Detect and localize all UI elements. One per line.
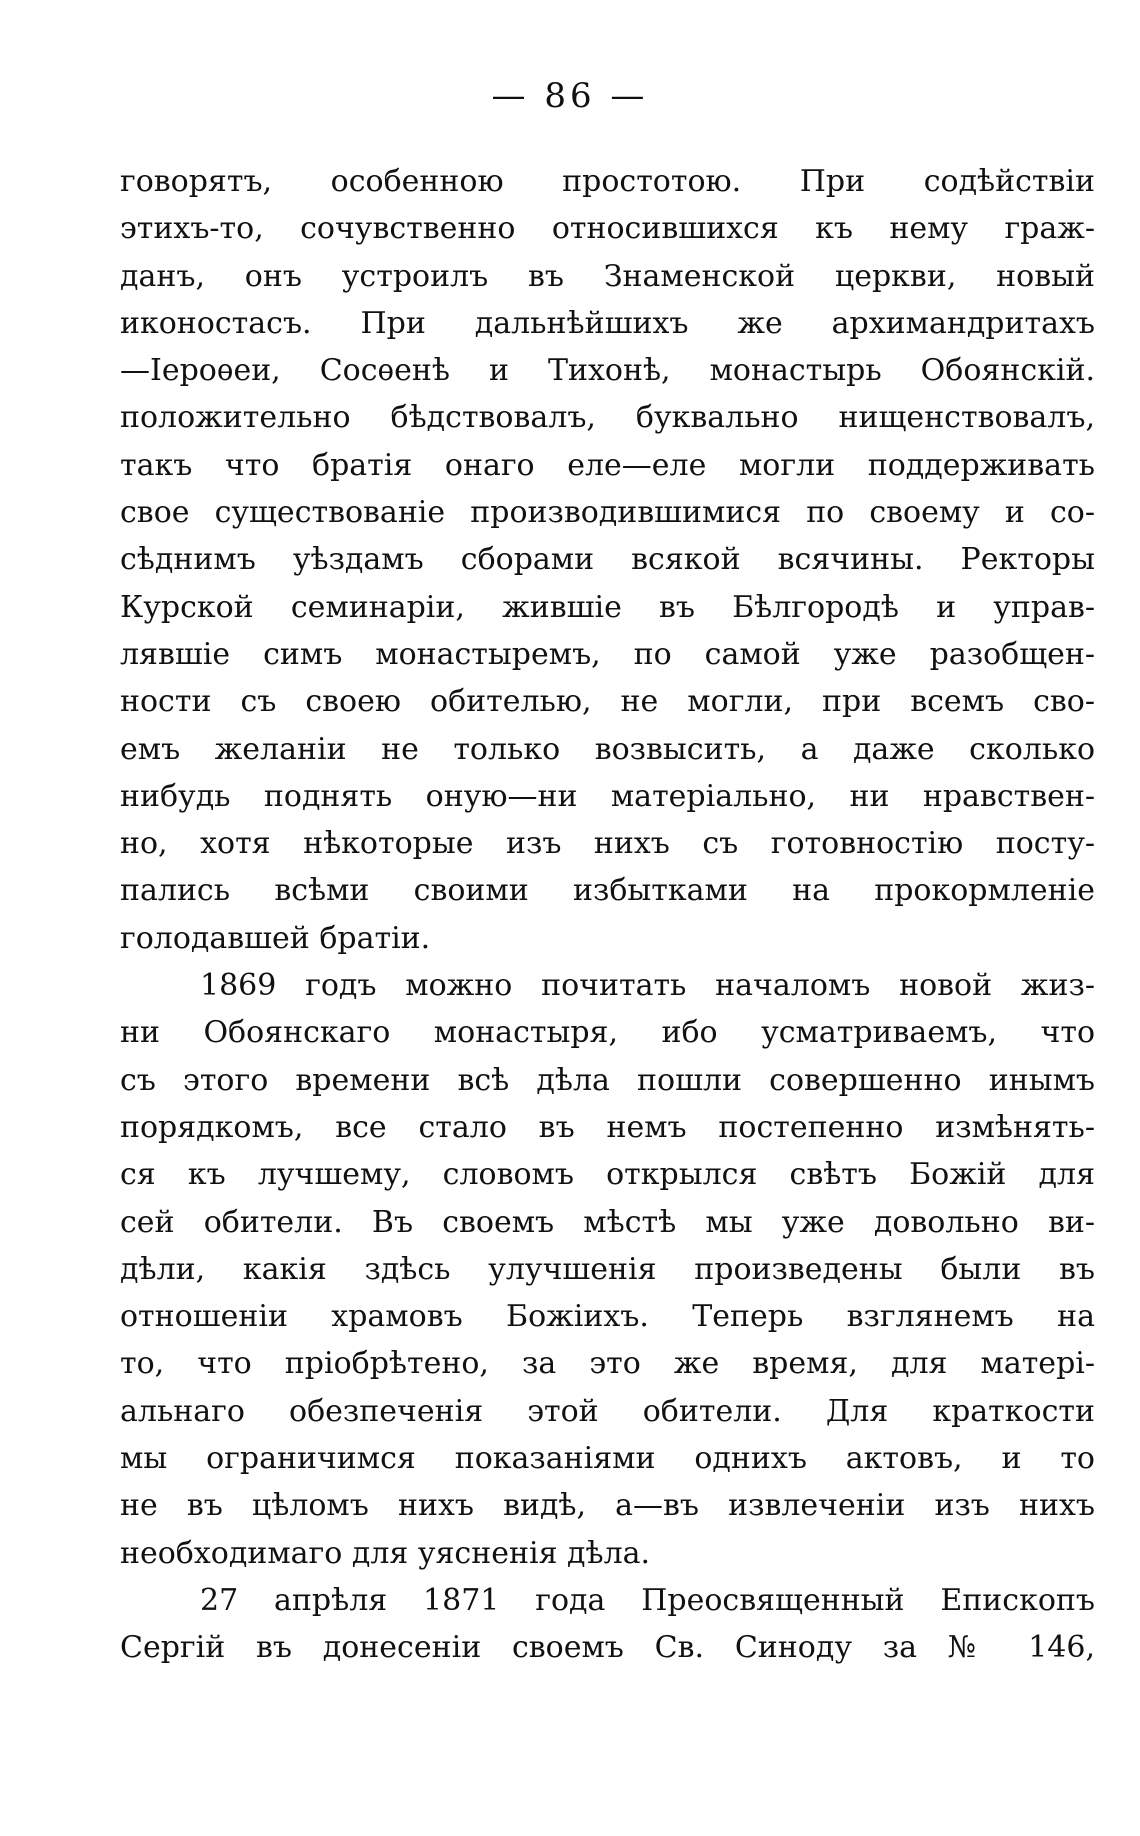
text-line: альнаго обезпеченія этой обители. Для краткости <box>120 1393 1095 1429</box>
text-line: лявшіе симъ монастыремъ, по самой уже разобщен- <box>120 636 1095 672</box>
text-line: нибудь поднять оную—ни матеріально, ни нравствен- <box>120 778 1095 814</box>
text-line: Курской семинаріи, жившіе въ Бѣлгородѣ и управ- <box>120 589 1095 625</box>
text-line: необходимаго для уясненія дѣла. <box>120 1535 651 1571</box>
text-line: такъ что братія онаго еле—еле могли поддерживать <box>120 447 1095 483</box>
text-line: емъ желаніи не только возвысить, а даже сколько <box>120 731 1095 767</box>
text-line: то, что пріобрѣтено, за это же время, для матері- <box>120 1346 1095 1382</box>
text-line: порядкомъ, все стало въ немъ постепенно измѣнять- <box>120 1109 1095 1145</box>
text-line: этихъ-то, сочувственно относившихся къ нему граж- <box>120 211 1095 247</box>
text-line: 1869 годъ можно почитать началомъ новой жиз- <box>200 968 1095 1004</box>
text-line: ся къ лучшему, словомъ открылся свѣтъ Божій для <box>120 1157 1095 1193</box>
text-line: ности съ своею обителью, не могли, при всемъ сво- <box>120 684 1095 720</box>
text-line: говорятъ, особенною простотою. При содѣйствіи <box>120 164 1095 199</box>
text-line: но, хотя нѣкоторые изъ нихъ съ готовностію посту- <box>120 826 1095 862</box>
text-line: свое существованіе производившимися по своему и со- <box>120 495 1095 531</box>
text-line: отношеніи храмовъ Божіихъ. Теперь взглянемъ на <box>120 1299 1095 1335</box>
text-line: данъ, онъ устроилъ въ Знаменской церкви, новый <box>120 258 1095 294</box>
text-line: сѣднимъ уѣздамъ сборами всякой всячины. Ректоры <box>120 542 1095 578</box>
page-number: — 86 — <box>491 76 649 116</box>
text-line: положительно бѣдствовалъ, буквально нищенствовалъ, <box>120 400 1095 436</box>
text-line: ни Обоянскаго монастыря, ибо усматриваемъ, что <box>120 1015 1095 1051</box>
text-line: не въ цѣломъ нихъ видѣ, а—въ извлеченіи изъ нихъ <box>120 1488 1095 1524</box>
text-line: сей обители. Въ своемъ мѣстѣ мы уже довольно ви- <box>120 1204 1095 1240</box>
text-line: —Іероѳеи, Сосѳенѣ и Тихонѣ, монастырь Обоянскій. <box>120 353 1095 389</box>
text-line: дѣли, какія здѣсь улучшенія произведены были въ <box>120 1251 1095 1287</box>
text-line: голодавшей братіи. <box>120 920 431 956</box>
text-line: мы ограничимся показаніями однихъ актовъ, и то <box>120 1441 1095 1477</box>
text-line: иконостасъ. При дальнѣйшихъ же архимандритахъ <box>120 305 1095 341</box>
text-line: пались всѣми своими избытками на прокормленіе <box>120 873 1095 909</box>
text-line: 27 апрѣля 1871 года Преосвященный Епископъ <box>200 1582 1095 1618</box>
body-text <box>120 158 1095 1672</box>
text-line: съ этого времени всѣ дѣла пошли совершенно инымъ <box>120 1062 1095 1098</box>
text-line: Сергій въ донесеніи своемъ Св. Синоду за № 146, <box>120 1630 1095 1666</box>
